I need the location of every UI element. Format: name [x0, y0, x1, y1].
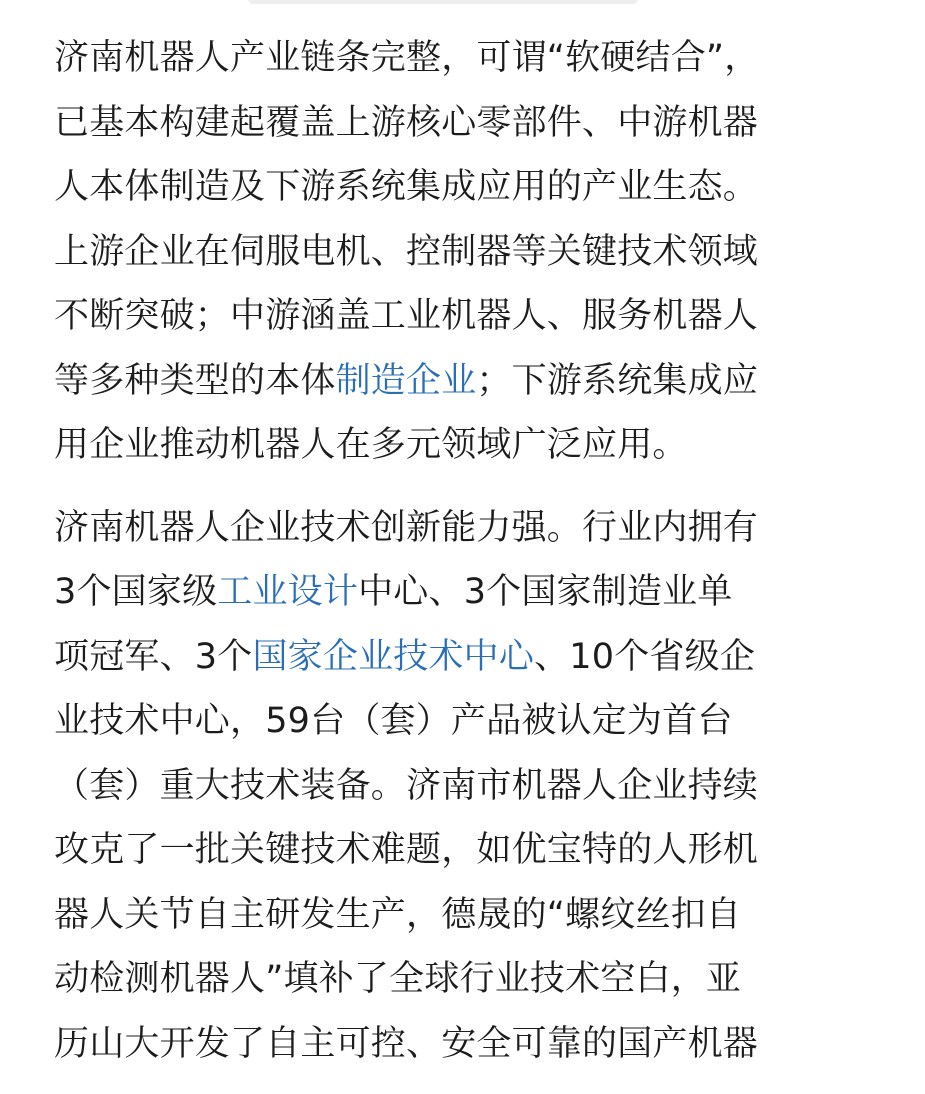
text-line: [54, 26, 884, 91]
text-line: [54, 413, 884, 478]
text-line: [54, 883, 884, 948]
article-paragraph: [54, 496, 884, 1077]
scroll-indicator-bar: [248, 0, 638, 4]
text-segment: （套）重大技术装备。济南市机器人企业持续: [54, 765, 759, 806]
text-segment: 3个国家级: [54, 572, 218, 612]
text-line: [54, 625, 884, 690]
text-line: [54, 91, 884, 156]
text-line: [54, 947, 884, 1012]
article-paragraph: [54, 26, 884, 478]
text-segment: 上游企业在伺服电机、控制器等关键技术领域: [54, 231, 759, 272]
text-line: [54, 818, 884, 883]
text-segment: 济南机器人产业链条完整，可谓“软硬结合”，: [54, 38, 760, 78]
text-line: [54, 689, 884, 754]
text-line: [54, 220, 884, 285]
text-segment: 已基本构建起覆盖上游核心零部件、中游机器: [54, 102, 759, 143]
text-segment: 济南机器人企业技术创新能力强。行业内拥有: [54, 507, 759, 548]
text-segment: 器人关节自主研发生产，德晟的“螺纹丝扣自: [54, 894, 742, 935]
text-line: [54, 754, 884, 819]
text-segment: 人本体制造及下游系统集成应用的产业生态。: [54, 167, 759, 207]
text-segment: 历山大开发了自主可控、安全可靠的国产机器: [54, 1023, 759, 1064]
text-line: [54, 496, 884, 561]
inline-link[interactable]: 制造企业: [335, 360, 477, 401]
text-segment: 、10个省级企: [534, 636, 756, 677]
text-segment: 不断突破；中游涵盖工业机器人、服务机器人: [54, 296, 759, 336]
text-line: [54, 349, 884, 414]
text-segment: 项冠军、3个: [54, 636, 253, 677]
text-segment: ；下游系统集成应: [476, 360, 759, 401]
article-body: [54, 26, 884, 1094]
inline-link[interactable]: 工业设计: [217, 572, 359, 612]
text-line: [54, 284, 884, 349]
text-line: [54, 1012, 884, 1077]
inline-link[interactable]: 国家企业技术中心: [252, 636, 535, 677]
text-segment: 业技术中心，59台（套）产品被认定为首台: [54, 701, 733, 741]
text-segment: 中心、3个国家制造业单: [358, 572, 733, 612]
text-segment: 攻克了一批关键技术难题，如优宝特的人形机: [54, 830, 759, 870]
text-segment: 等多种类型的本体: [54, 360, 336, 401]
text-line: [54, 560, 884, 625]
text-segment: 动检测机器人”填补了全球行业技术空白，亚: [54, 959, 742, 999]
text-segment: 用企业推动机器人在多元领域广泛应用。: [54, 425, 688, 465]
text-line: [54, 155, 884, 220]
